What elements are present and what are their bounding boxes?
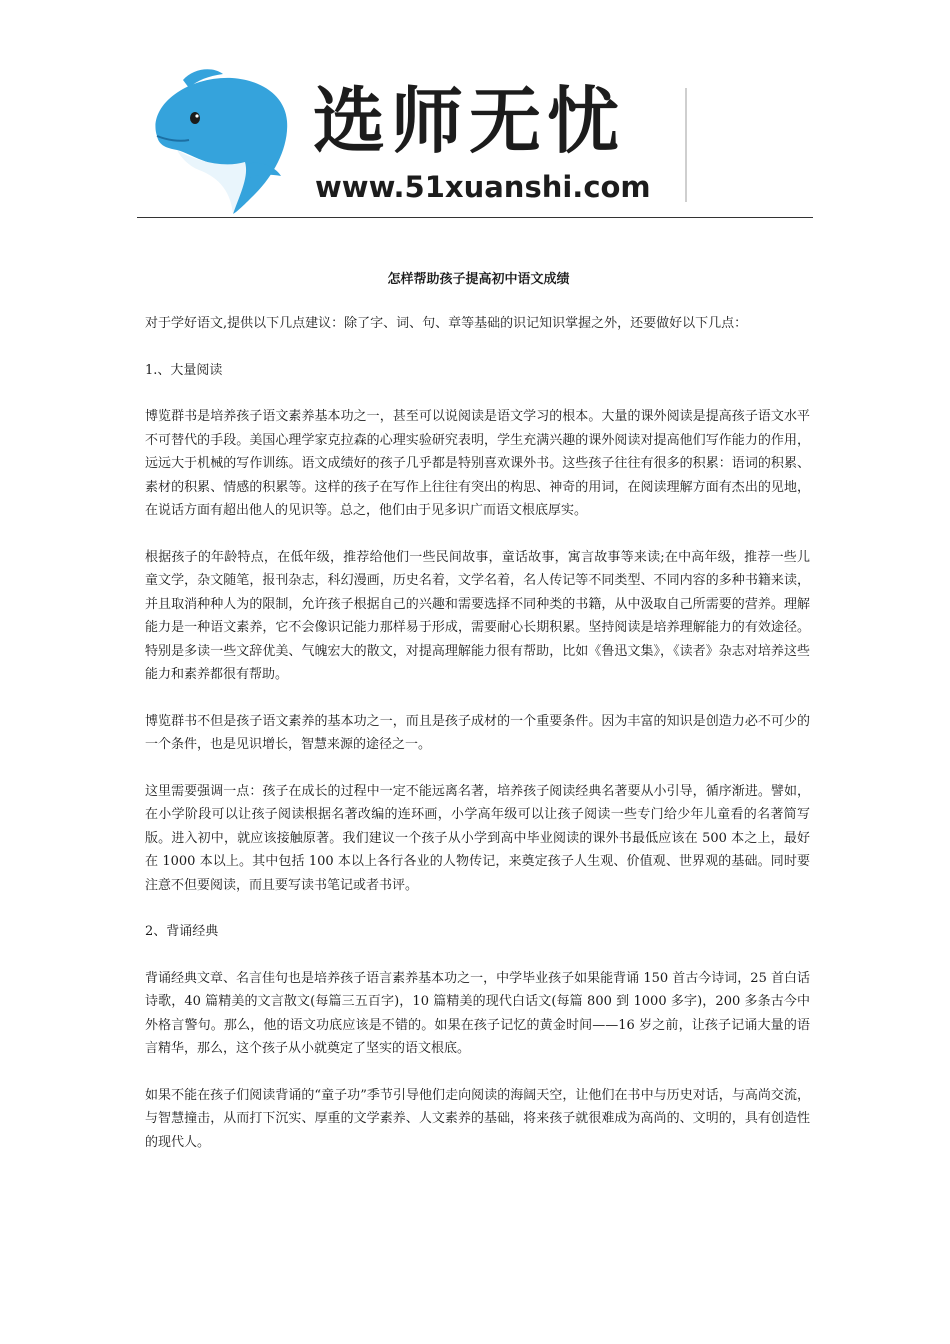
logo-divider [685,88,687,202]
section-heading-reading: 1.、大量阅读 [145,362,223,378]
logo-title: 选师无忧 [313,79,626,163]
paragraph: 博览群书不但是孩子语文素养的基本功之一，而且是孩子成材的一个重要条件。因为丰富的知识是创造力必不可少的一个条件，也是见识增长，智慧来源的途径之一。 [145,713,810,752]
section-heading-recitation: 2、背诵经典 [145,924,219,939]
paragraph: 这里需要强调一点：孩子在成长的过程中一定不能远离名著，培养孩子阅读经典名著要从小引导，循序渐进。譬如，在小学阶段可以让孩子阅读根据名著改编的连环画，小学高年级可以让孩子阅读一些专门给少年儿童看的名著简写版。进入初中，就应该接触原著。我们建议一个孩子从小学到高中毕业阅读的课外书最低应该在 500 本之上，最好在 1000 本以上。其中包括 100 本以上各行各业的人物传记，来奠定孩子人生观、价值观、世界观的基础。同时要注意不但要阅读，而且要写读书笔记或者书评。 [145,783,810,893]
paragraph: 背诵经典文章、名言佳句也是培养孩子语言素养基本功之一，中学毕业孩子如果能背诵 150 首古今诗词，25 首白话诗歌，40 篇精美的文言散文(每篇三五百字)，10 篇精美的现代白话文(每篇 800 到 1000 多字)，200 多条古今中外格言警句。那么，他的语文功底应该是不错的。如果在孩子记忆的黄金时间——16 岁之前，让孩子记诵大量的语言精华，那么，这个孩子从小就奠定了坚实的语文根底。 [145,970,810,1056]
document-title: 怎样帮助孩子提高初中语文成绩 [387,272,570,287]
paragraph: 根据孩子的年龄特点，在低年级，推荐给他们一些民间故事，童话故事，寓言故事等来读;在中高年级，推荐一些儿童文学，杂文随笔，报刊杂志，科幻漫画，历史名着，文学名着，名人传记等不同类型、不同内容的多种书籍来读，并且取消种种人为的限制，允许孩子根据自己的兴趣和需要选择不同种类的书籍，从中汲取自己所需要的营养。理解能力是一种语文素养，它不会像识记能力那样易于形成，需要耐心长期积累。坚持阅读是培养理解能力的有效途径。特别是多读一些文辞优美、气魄宏大的散文，对提高理解能力很有帮助，比如《鲁迅文集》，《读者》杂志对培养这些能力和素养都很有帮助。 [145,549,810,682]
paragraph: 如果不能在孩子们阅读背诵的“童子功”季节引导他们走向阅读的海阔天空，让他们在书中与历史对话，与高尚交流，与智慧撞击，从而打下沉实、厚重的文学素养、人文素养的基础，将来孩子就很难成为高尚的、文明的，具有创造性的现代人。 [145,1087,810,1150]
header-rule [137,217,813,218]
intro-paragraph: 对于学好语文,提供以下几点建议：除了字、词、句、章等基础的识记知识掌握之外，还要做好以下几点： [145,316,748,331]
dolphin-logo-icon [137,66,297,216]
paragraph: 博览群书是培养孩子语文素养基本功之一，甚至可以说阅读是语文学习的根本。大量的课外阅读是提高孩子语文水平不可替代的手段。美国心理学家克拉森的心理实验研究表明，学生充满兴趣的课外阅读对提高他们写作能力的作用，远远大于机械的写作训练。语文成绩好的孩子几乎都是特别喜欢课外书。这些孩子往往有很多的积累：语词的积累、素材的积累、情感的积累等。这样的孩子在写作上往往有突出的构思、神奇的用词，在阅读理解方面有杰出的见地，在说话方面有超出他人的见识等。总之，他们由于见多识广而语文根底厚实。 [145,409,810,518]
header [137,60,813,220]
logo-url: www.51xuanshi.com [315,170,651,204]
document-body [145,270,810,1177]
